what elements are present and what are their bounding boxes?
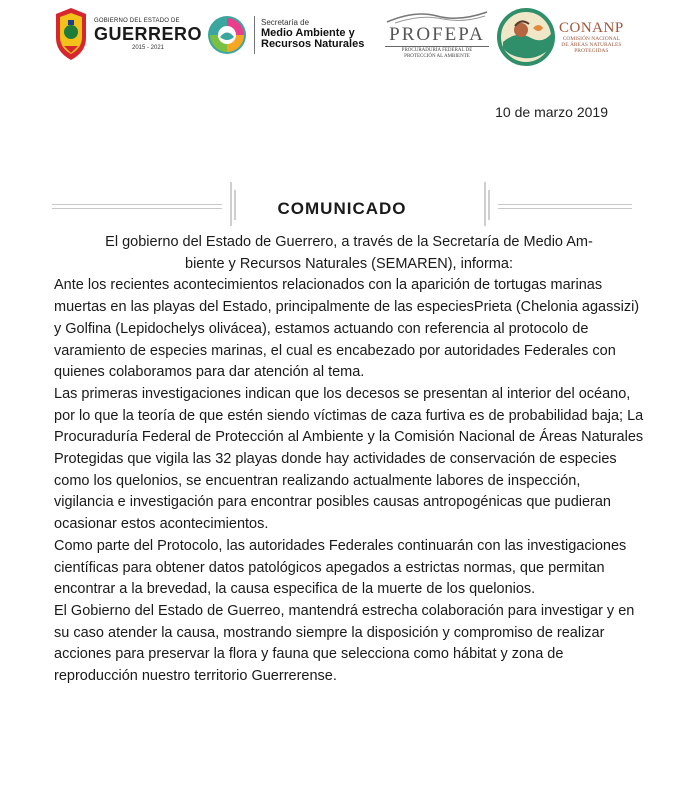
profepa-name: PROFEPA [389, 24, 485, 45]
profepa-logo [382, 10, 492, 60]
guerrero-logo [52, 6, 202, 62]
paragraph-2: Las primeras investigaciones indican que los decesos se presentan al interior del océano, por lo que la teoría de que estén siendo víctimas de caza furtiva es de probabilidad baja; La Procuraduría Federal de Protección al Ambiente y la Comisión Nacional de Áreas Naturales Protegidas que vigila las 32 playas donde hay actividades de conservación de especies como los quelonios, se encuentran realizando actualmente labores de inspección, vigilancia e investigación para encontrar posibles causas antropogénicas que pudieran ocasionar estos acontecimientos. [54, 385, 644, 533]
conanp-sub-3: PROTEGIDAS [574, 48, 609, 55]
paragraph-1: Ante los recientes acontecimientos relacionados con la aparición de tortugas marinas muertas en las playas del Estado, principalmente de las especiesPrieta (Chelonia agassizi) y Golfina (Lepidochelys olivácea), estamos actuando con referencia al protocolo de varamiento de especies marinas, el cual es encabezado por autoridades Federales con quienes colaboramos para dar atención al tema. [54, 277, 640, 381]
guerrero-years: 2015 - 2021 [131, 44, 165, 51]
conanp-name: CONANP [559, 19, 624, 36]
conanp-sub-1: COMISIÓN NACIONAL [562, 36, 620, 43]
semaren-line-2: Medio Ambiente y [261, 26, 355, 39]
guerrero-top-line: GOBIERNO DEL ESTADO DE [94, 17, 180, 24]
conanp-logo [497, 8, 624, 66]
profepa-sub-2: PROTECCIÓN AL AMBIENTE [404, 54, 470, 59]
conanp-sub-2: DE ÁREAS NATURALES [561, 42, 622, 49]
profepa-sub-1: PROCURADURÍA FEDERAL DE [401, 48, 473, 53]
paragraph-3: Como parte del Protocolo, las autoridades Federales continuarán con las investigaciones científicas para obtener datos patológicos apegados a estrictas normas, que permitan encontrar a la brevedad, la causa especifica de la muerte de los quelonios. [54, 537, 627, 598]
document-body [54, 232, 644, 688]
profepa-wave-icon [385, 10, 489, 24]
document-title: COMUNICADO [277, 199, 407, 218]
intro-line-1: El gobierno del Estado de Guerrero, a través de la Secretaría de Medio Am- [105, 234, 593, 250]
paragraph-4: El Gobierno del Estado de Guerreo, mantendrá estrecha colaboración para investigar y en su caso atender la causa, mostrando siempre la disposición y compromiso de realizar acciones para preservar la flora y fauna que selecciona como hábitat y zona de reproducción nuestro territorio Guerrerense. [54, 602, 635, 685]
semaren-logo [206, 14, 364, 56]
semaren-line-1: Secretaría de [261, 18, 310, 28]
semaren-emblem-icon [206, 14, 248, 56]
letterhead [0, 0, 686, 75]
semaren-line-3: Recursos Naturales [261, 38, 365, 51]
intro-line-2: biente y Recursos Naturales (SEMAREN), informa: [185, 255, 513, 272]
conanp-emblem-icon [497, 8, 555, 66]
guerrero-name: GUERRERO [94, 23, 203, 44]
title-block [52, 180, 632, 230]
guerrero-shield-icon [52, 6, 90, 62]
document-date: 10 de marzo 2019 [495, 104, 608, 120]
